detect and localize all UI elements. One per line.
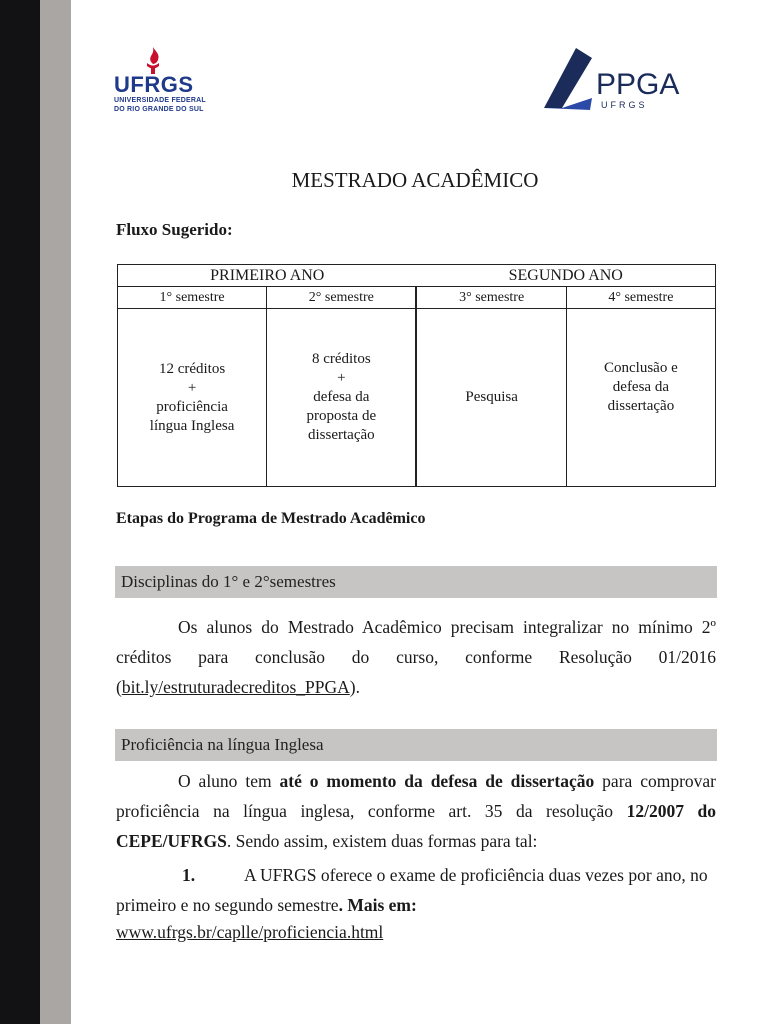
semester-cell-3: [416, 309, 566, 487]
list-item-text: A UFRGS oferece o exame de proficiência duas vezes por ano, no primeiro e no segundo semestre: [116, 865, 708, 915]
paragraph-text: . Sendo assim, existem duas formas para tal:: [226, 831, 538, 851]
creditos-link[interactable]: bit.ly/estruturadecreditos_PPGA: [121, 677, 350, 697]
page-title: MESTRADO ACADÊMICO: [291, 168, 539, 192]
year-header-1: PRIMEIRO ANO: [118, 265, 417, 287]
semester-cell-4: [566, 309, 715, 487]
disciplinas-paragraph: [116, 612, 716, 702]
cell-line: língua Inglesa: [149, 417, 235, 434]
cell-line: defesa da: [612, 379, 669, 395]
list-item: [116, 860, 716, 920]
cell-line: dissertação: [607, 398, 675, 414]
cell-line: proposta de: [306, 408, 377, 424]
paragraph-bold-text: 12/2007 do CEPE/UFRGS: [116, 801, 716, 851]
cell-line: +: [187, 379, 197, 396]
left-black-stripe: [0, 0, 40, 1024]
semester-header-1: 1° semestre: [118, 287, 267, 309]
paragraph-text: ).: [349, 677, 360, 697]
paragraph-bold-text: até o momento da defesa de dissertação: [279, 771, 595, 791]
cell-line: +: [337, 370, 346, 386]
ufrgs-logo-line1: UNIVERSIDADE FEDERAL: [114, 97, 206, 104]
list-item-bold-text: . Mais em:: [338, 895, 417, 915]
proficiencia-paragraph: [116, 766, 716, 856]
flame-icon: [142, 46, 164, 74]
year-header-2: SEGUNDO ANO: [416, 265, 715, 287]
semester-cell-1: [118, 309, 267, 487]
ufrgs-logo-name: UFRGS: [114, 72, 194, 97]
semester-cell-2: [267, 309, 417, 487]
ufrgs-logo: [114, 46, 210, 120]
semester-header-3: 3° semestre: [416, 287, 566, 309]
ppga-mark-icon: [540, 46, 598, 112]
proficiencia-link[interactable]: www.ufrgs.br/caplle/proficiencia.html: [116, 922, 384, 942]
cell-line: proficiência: [156, 398, 228, 415]
ppga-logo-name: PPGA: [596, 68, 680, 101]
cell-line: Pesquisa: [465, 389, 518, 405]
ppga-logo: [540, 46, 690, 114]
section-heading-proficiencia: Proficiência na língua Inglesa: [115, 729, 717, 761]
cell-line: dissertação: [308, 427, 375, 443]
ppga-logo-sub: UFRGS: [601, 100, 648, 110]
semester-header-4: 4° semestre: [566, 287, 715, 309]
cell-line: 8 créditos: [311, 351, 371, 367]
fluxo-label: Fluxo Sugerido:: [116, 220, 233, 239]
flow-table: [117, 264, 716, 487]
etapas-title: Etapas do Programa de Mestrado Acadêmico: [116, 510, 426, 527]
ufrgs-logo-line2: DO RIO GRANDE DO SUL: [114, 106, 204, 113]
cell-line: 12 créditos: [158, 360, 226, 377]
paragraph-text: Os alunos do Mestrado Acadêmico precisam integralizar no mínimo 2º créditos para conclusão do curso, conforme Resolução 01/2016 (: [116, 617, 716, 697]
list-item-number: 1.: [182, 865, 196, 885]
cell-line: defesa da: [313, 389, 370, 405]
paragraph-text: O aluno tem: [178, 771, 280, 791]
left-gray-stripe: [40, 0, 71, 1024]
semester-header-2: 2° semestre: [267, 287, 417, 309]
cell-line: Conclusão e: [604, 360, 678, 376]
section-heading-disciplinas: Disciplinas do 1° e 2°semestres: [115, 566, 717, 598]
paragraph-text: para comprovar proficiência na língua inglesa, conforme art. 35 da resolução: [116, 771, 716, 821]
